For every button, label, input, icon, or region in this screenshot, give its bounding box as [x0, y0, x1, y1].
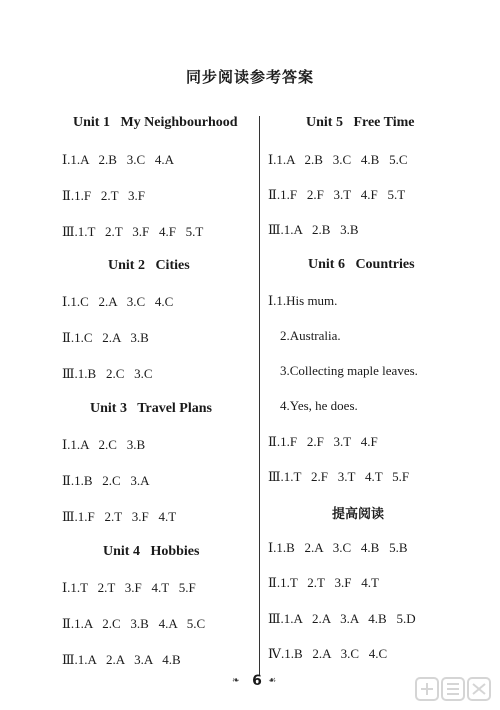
roman-numeral: Ⅲ: [62, 224, 75, 239]
answers: .1.B 2.A 3.C 4.B 5.B: [273, 540, 408, 555]
unit3-row1: [62, 437, 145, 453]
roman-numeral: Ⅳ: [268, 646, 281, 661]
answers: .1.C 2.A 3.B: [70, 330, 149, 345]
answers: .1.F 2.T 3.F 4.T: [74, 509, 177, 524]
unit6-row1: [268, 293, 337, 309]
unit6-heading: Unit 6 Countries: [308, 257, 415, 272]
roman-numeral: Ⅰ: [62, 580, 68, 595]
unit5-row3: [268, 222, 359, 238]
unit6-row2: [268, 434, 378, 450]
roman-numeral: Ⅰ: [62, 294, 68, 309]
roman-numeral: Ⅱ: [62, 616, 71, 631]
unit4-row1: [62, 580, 196, 596]
roman-numeral: Ⅲ: [62, 366, 75, 381]
unit4-row2: [62, 616, 205, 632]
answers: .1.C 2.A 3.C 4.C: [67, 294, 174, 309]
advanced-row2: [268, 575, 379, 591]
unit5-row1: [268, 152, 408, 168]
answers: .1.A 2.A 3.A 4.B: [74, 652, 181, 667]
column-divider: [259, 116, 260, 676]
unit1-row2: [62, 188, 145, 204]
answers: .1.T 2.T 3.F 4.F 5.T: [74, 224, 204, 239]
roman-numeral: Ⅲ: [268, 611, 281, 626]
roman-numeral: Ⅱ: [268, 187, 277, 202]
unit6-line-2: 2.Australia.: [280, 328, 341, 343]
unit3-heading: Unit 3 Travel Plans: [90, 401, 212, 416]
answers: .1.F 2.T 3.F: [70, 188, 146, 203]
roman-numeral: Ⅰ: [268, 540, 274, 555]
answers: .1.B 2.C 3.C: [74, 366, 153, 381]
answers: .1.T 2.F 3.T 4.T 5.F: [280, 469, 410, 484]
answers: .1.B 2.A 3.C 4.C: [281, 646, 388, 661]
roman-numeral: Ⅲ: [268, 469, 281, 484]
roman-numeral: Ⅰ: [268, 152, 274, 167]
roman-numeral: Ⅰ: [268, 293, 274, 308]
page-title: 同步阅读参考答案: [185, 68, 314, 86]
unit6-line-3: 3.Collecting maple leaves.: [280, 363, 418, 378]
roman-numeral: Ⅲ: [268, 222, 281, 237]
unit1-row3: [62, 224, 203, 240]
unit1-row1: [62, 152, 174, 168]
answers: .1.A 2.A 3.A 4.B 5.D: [280, 611, 416, 626]
answers: .1.A 2.C 3.B 4.A 5.C: [70, 616, 206, 631]
unit2-row3: [62, 366, 153, 382]
advanced-reading-heading: 提高阅读: [332, 507, 385, 522]
advanced-row3: [268, 611, 416, 627]
unit4-row3: [62, 652, 181, 668]
roman-numeral: Ⅱ: [62, 473, 71, 488]
unit2-row1: [62, 294, 173, 310]
watermark-logo-icon: [414, 674, 494, 706]
page-number: 6: [252, 673, 262, 689]
advanced-row4: [268, 646, 387, 662]
unit3-row2: [62, 473, 150, 489]
unit3-row3: [62, 509, 176, 525]
unit5-heading: Unit 5 Free Time: [306, 115, 415, 130]
unit5-row2: [268, 187, 405, 203]
roman-numeral: Ⅱ: [62, 188, 71, 203]
answers: .1.F 2.F 3.T 4.F 5.T: [276, 187, 406, 202]
answers: .1.F 2.F 3.T 4.F: [276, 434, 378, 449]
answers: .1.A 2.B 3.C 4.A: [67, 152, 175, 167]
page-number-ornament-left: ❧: [232, 676, 240, 686]
roman-numeral: Ⅱ: [268, 575, 277, 590]
roman-numeral: Ⅲ: [62, 652, 75, 667]
answers: .1.T 2.T 3.F 4.T: [276, 575, 379, 590]
answers: .1.A 2.B 3.B: [280, 222, 359, 237]
roman-numeral: Ⅲ: [62, 509, 75, 524]
advanced-row1: [268, 540, 408, 556]
unit6-line-4: 4.Yes, he does.: [280, 398, 358, 413]
answers: .1.A 2.C 3.B: [67, 437, 146, 452]
unit2-heading: Unit 2 Cities: [108, 258, 190, 273]
unit4-heading: Unit 4 Hobbies: [103, 544, 200, 559]
page-number-ornament-right: ☙: [268, 676, 277, 686]
roman-numeral: Ⅰ: [62, 152, 68, 167]
answers: .1.T 2.T 3.F 4.T 5.F: [67, 580, 196, 595]
roman-numeral: Ⅱ: [62, 330, 71, 345]
unit2-row2: [62, 330, 149, 346]
roman-numeral: Ⅱ: [268, 434, 277, 449]
roman-numeral: Ⅰ: [62, 437, 68, 452]
answers: .1.B 2.C 3.A: [70, 473, 150, 488]
unit1-heading: Unit 1 My Neighbourhood: [73, 115, 238, 130]
answers: .1.His mum.: [273, 293, 338, 308]
answers: .1.A 2.B 3.C 4.B 5.C: [273, 152, 408, 167]
unit6-row3: [268, 469, 409, 485]
